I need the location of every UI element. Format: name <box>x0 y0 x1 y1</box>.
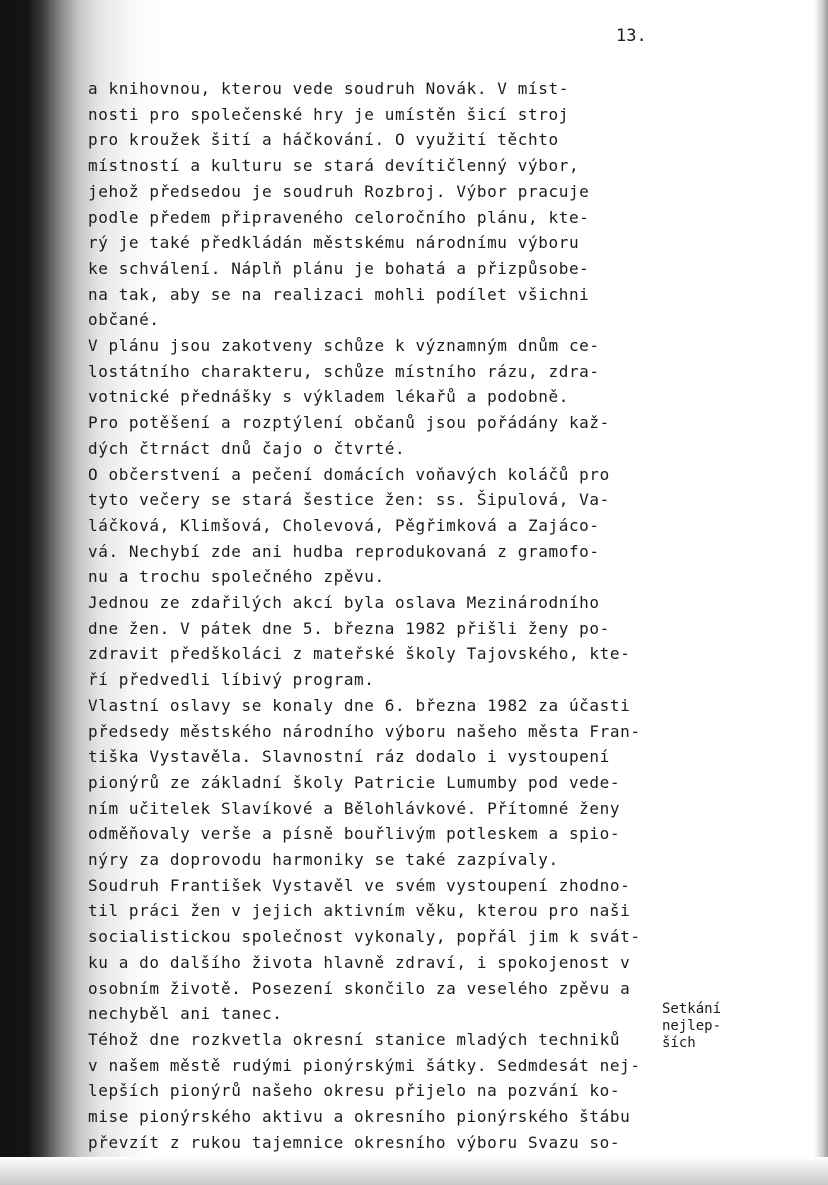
text-line: pionýrů ze základní školy Patricie Lumumby pod vede- <box>88 772 621 792</box>
text-line: ním učitelek Slavíkové a Bělohlávkové. Přítomné ženy <box>88 798 621 818</box>
margin-note <box>662 1001 721 1052</box>
text-line: nýry za doprovodu harmoniky se také zazpívaly. <box>88 850 559 869</box>
text-line: nu a trochu společného zpěvu. <box>88 567 385 587</box>
text-line: zdravit předškoláci z mateřské školy Tajovského, kte- <box>88 644 631 664</box>
text-line: lepších pionýrů našeho okresu přijelo na pozvání ko- <box>88 1081 621 1101</box>
text-line: rý je také předkládán městskému národnímu výboru <box>88 233 580 253</box>
text-line: láčková, Klimšová, Cholevová, Pěgřimková a Zajáco- <box>88 515 600 535</box>
text-line: socialistickou společnost vykonaly, popřál jim k svát- <box>88 927 641 947</box>
text-line: Vlastní oslavy se konaly dne 6. března 1982 za účasti <box>88 695 631 715</box>
text-line: O občerstvení a pečení domácích voňavých koláčů pro <box>88 464 610 484</box>
text-line: lostátního charakteru, schůze místního rázu, zdra- <box>88 361 600 381</box>
text-line: místností a kulturu se stará devítičlenný výbor, <box>88 156 580 176</box>
text-line: dne žen. V pátek dne 5. března 1982 přišli ženy po- <box>88 618 610 638</box>
text-line: jehož předsedou je soudruh Rozbroj. Výbor pracuje <box>88 181 590 201</box>
text-line: pro kroužek šití a háčkování. O využití těchto <box>88 130 559 150</box>
text-line: převzít z rukou tajemnice okresního výboru Svazu so- <box>88 1132 621 1152</box>
text-line: předsedy městského národního výboru našeho města Fran- <box>88 721 641 741</box>
text-line: v našem městě rudými pionýrskými šátky. Sedmdesát nej- <box>88 1055 641 1075</box>
text-line: Pro potěšení a rozptýlení občanů jsou pořádány kaž- <box>88 413 610 433</box>
text-line: Téhož dne rozkvetla okresní stanice mladých techniků <box>88 1029 621 1049</box>
text-line: odměňovaly verše a písně bouřlivým potleskem a spio- <box>88 824 621 844</box>
text-line: mise pionýrského aktivu a okresního pionýrského štábu <box>88 1107 631 1126</box>
text-line: nechyběl ani tanec. <box>88 1004 283 1024</box>
text-line: podle předem připraveného celoročního plánu, kte- <box>88 207 590 227</box>
text-line: til práci žen v jejich aktivním věku, kterou pro naši <box>88 901 631 921</box>
margin-note-line: nejlep- <box>662 1018 722 1034</box>
margin-note-line: Setkání <box>662 1001 722 1017</box>
text-line: tyto večery se stará šestice žen: ss. Šipulová, Va- <box>88 490 610 510</box>
text-line: Jednou ze zdařilých akcí byla oslava Mezinárodního <box>88 593 600 612</box>
page-number: 13. <box>616 26 647 46</box>
text-line: tiška Vystavěla. Slavnostní ráz dodalo i vystoupení <box>88 747 610 767</box>
text-line: nosti pro společenské hry je umístěn šicí stroj <box>88 104 569 124</box>
text-line: občané. <box>88 310 160 330</box>
text-line: na tak, aby se na realizaci mohli podílet všichni <box>88 284 590 304</box>
page-bottom-shadow <box>0 1157 828 1185</box>
text-line: ku a do dalšího života hlavně zdraví, i spokojenost v <box>88 952 631 972</box>
text-line: osobním životě. Posezení skončilo za veselého zpěvu a <box>88 978 631 998</box>
text-line: dých čtrnáct dnů čajo o čtvrté. <box>88 438 406 458</box>
text-line: a knihovnou, kterou vede soudruh Novák. V míst- <box>88 79 569 98</box>
text-line: V plánu jsou zakotveny schůze k významným dnům ce- <box>88 336 600 355</box>
text-line: ke schválení. Náplň plánu je bohatá a přizpůsobe- <box>88 258 590 278</box>
page-edge-shadow <box>814 0 828 1185</box>
text-line: ří předvedli líbivý program. <box>88 670 375 690</box>
text-line: votnické přednášky s výkladem lékařů a podobně. <box>88 387 569 407</box>
text-line: vá. Nechybí zde ani hudba reprodukovaná z gramofo- <box>88 541 600 561</box>
text-line: Soudruh František Vystavěl ve svém vystoupení zhodno- <box>88 875 631 895</box>
margin-note-line: ších <box>662 1035 696 1051</box>
